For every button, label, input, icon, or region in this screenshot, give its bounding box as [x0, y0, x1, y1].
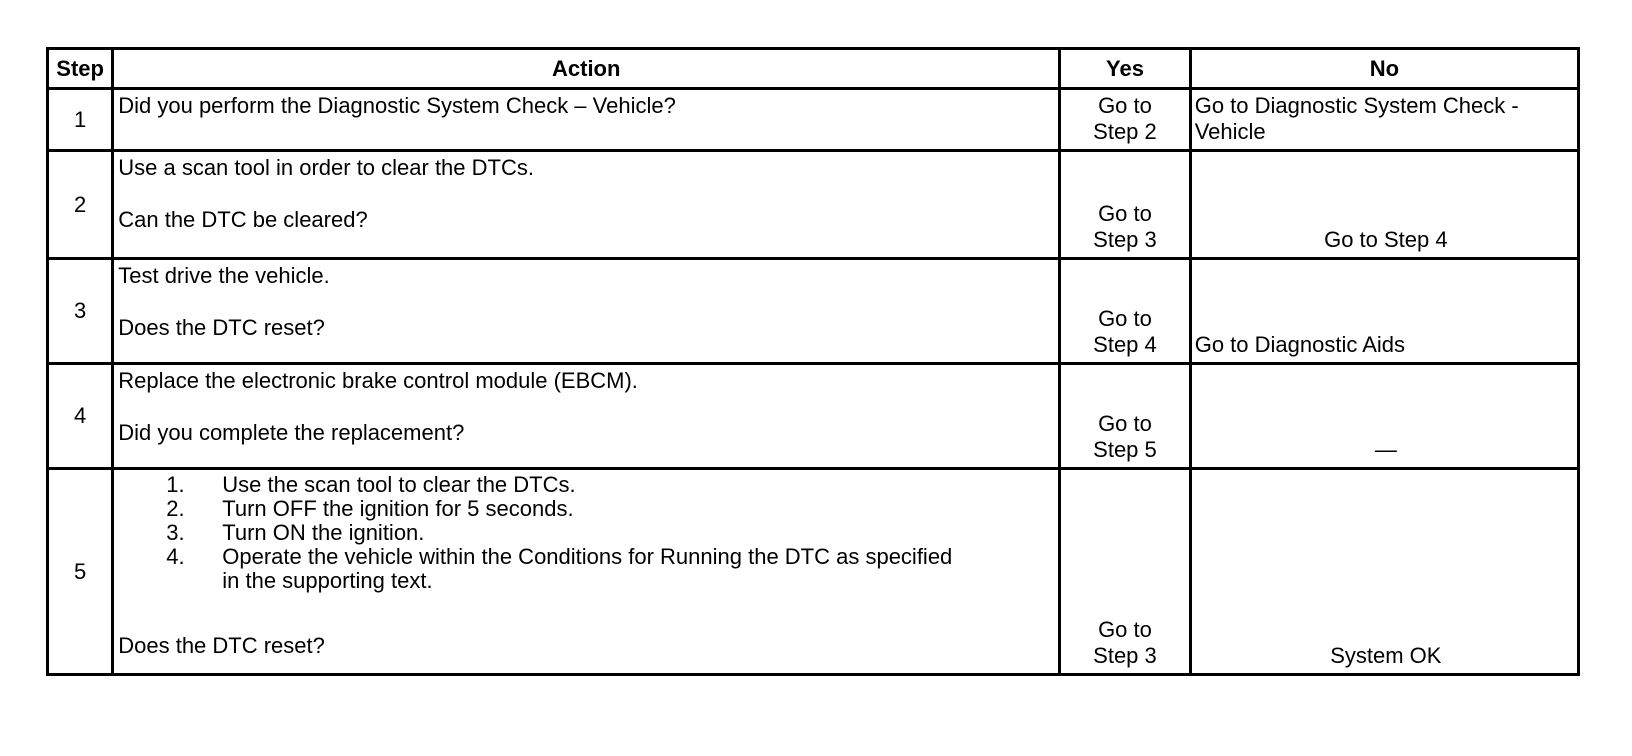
substep-text: Turn ON the ignition. [222, 520, 425, 545]
header-action: Action [113, 49, 1060, 89]
yes-line-2: Step 4 [1093, 332, 1157, 357]
yes-line-2: Step 3 [1093, 643, 1157, 668]
action-text: Use a scan tool in order to clear the DTCs. [118, 155, 534, 180]
step-number: 4 [48, 364, 113, 469]
yes-cell[interactable] [1060, 469, 1190, 675]
action-cell [113, 89, 1060, 151]
table-row [48, 364, 1579, 469]
yes-cell[interactable] [1060, 259, 1190, 364]
no-text: Go to Diagnostic Aids [1194, 332, 1406, 357]
no-cell [1190, 364, 1578, 469]
diagnostic-table [46, 47, 1580, 676]
action-text: Replace the electronic brake control module (EBCM). [118, 368, 638, 393]
yes-line-2: Step 3 [1093, 227, 1157, 252]
step-number: 3 [48, 259, 113, 364]
step-number: 5 [48, 469, 113, 675]
substep-text: Use the scan tool to clear the DTCs. [222, 472, 576, 497]
substep-text: Turn OFF the ignition for 5 seconds. [222, 496, 574, 521]
step-number: 2 [48, 151, 113, 259]
substep-number: 1. [166, 472, 185, 497]
header-step: Step [48, 49, 113, 89]
substep-number: 3. [166, 520, 185, 545]
header-yes: Yes [1060, 49, 1190, 89]
yes-line-2: Step 2 [1093, 119, 1157, 144]
table-row [48, 259, 1579, 364]
action-cell [113, 469, 1060, 675]
header-no: No [1190, 49, 1578, 89]
no-cell[interactable] [1190, 469, 1578, 675]
substep-text: Operate the vehicle within the Conditions for Running the DTC as specified in the supporting text. [222, 544, 953, 593]
table-row [48, 151, 1579, 259]
yes-cell[interactable] [1060, 364, 1190, 469]
substep-number: 4. [166, 544, 185, 569]
no-text: Go to Step 4 [1324, 227, 1448, 252]
table-header-row [48, 49, 1579, 89]
action-text: Test drive the vehicle. [118, 263, 330, 288]
no-cell[interactable] [1190, 89, 1578, 151]
table-row [48, 89, 1579, 151]
action-text: Did you perform the Diagnostic System Check – Vehicle? [118, 93, 676, 118]
yes-cell[interactable] [1060, 89, 1190, 151]
substep-number: 2. [166, 496, 185, 521]
yes-line-2: Step 5 [1093, 437, 1157, 462]
no-text: System OK [1330, 643, 1442, 668]
list-item [166, 496, 1054, 521]
action-question: Did you complete the replacement? [118, 420, 465, 445]
yes-line-1: Go to [1098, 93, 1152, 118]
yes-line-1: Go to [1098, 411, 1152, 436]
no-line-2: Vehicle [1194, 119, 1266, 144]
action-question: Does the DTC reset? [118, 315, 325, 340]
action-cell [113, 364, 1060, 469]
no-cell[interactable] [1190, 151, 1578, 259]
action-cell [113, 151, 1060, 259]
list-item [166, 520, 1054, 545]
yes-line-1: Go to [1098, 201, 1152, 226]
substep-list [118, 473, 1054, 593]
no-text: — [1374, 437, 1397, 462]
no-cell[interactable] [1190, 259, 1578, 364]
no-line-1: Go to Diagnostic System Check - [1194, 93, 1519, 118]
action-question: Does the DTC reset? [118, 633, 325, 658]
yes-cell[interactable] [1060, 151, 1190, 259]
list-item [166, 544, 1054, 593]
action-cell [113, 259, 1060, 364]
yes-line-1: Go to [1098, 306, 1152, 331]
list-item [166, 472, 1054, 497]
step-number: 1 [48, 89, 113, 151]
yes-line-1: Go to [1098, 617, 1152, 642]
table-row [48, 469, 1579, 675]
action-question: Can the DTC be cleared? [118, 207, 368, 232]
